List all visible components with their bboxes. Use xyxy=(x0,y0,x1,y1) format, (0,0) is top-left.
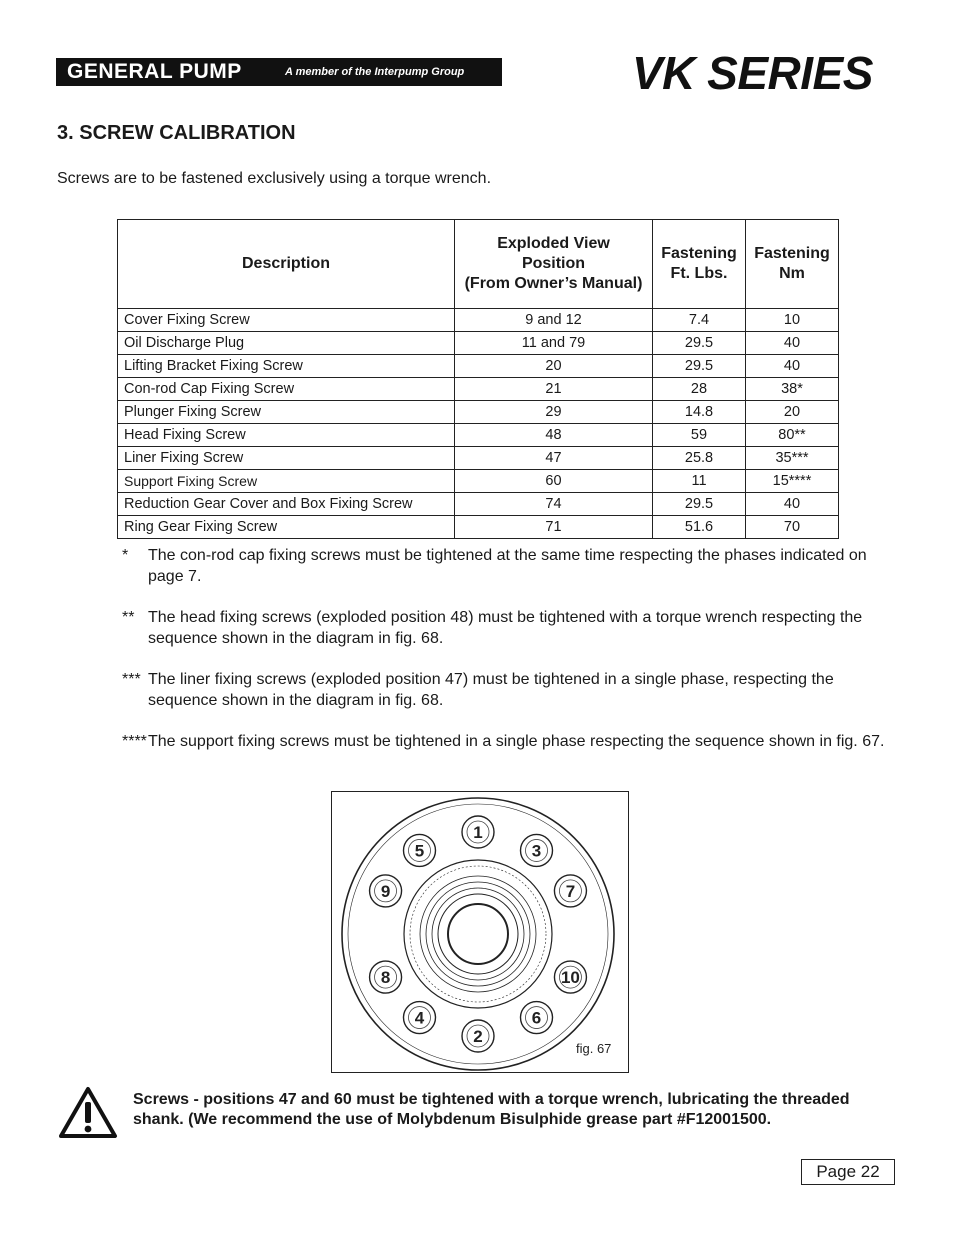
screw-calibration-table xyxy=(117,219,839,539)
cell-description: Lifting Bracket Fixing Screw xyxy=(118,355,455,378)
cell-ftlbs: 28 xyxy=(653,378,746,401)
bolt-7 xyxy=(554,875,586,907)
bolt-1 xyxy=(462,816,494,848)
footnotes xyxy=(122,545,902,772)
cell-description: Oil Discharge Plug xyxy=(118,332,455,355)
footnote-text: The con-rod cap fixing screws must be tightened at the same time respecting the phases indicated on page 7. xyxy=(148,547,867,585)
bolt-8 xyxy=(370,961,402,993)
footnote-text: The liner fixing screws (exploded position 47) must be tightened in a single phase, respecting the sequence shown in the diagram in fig. 68. xyxy=(148,671,834,709)
warning-text: Screws - positions 47 and 60 must be tightened with a torque wrench, lubricating the threaded shank. (We recommend the use of Molybdenum Bisulphide grease part #F12001500. xyxy=(133,1091,850,1128)
warning-triangle-icon xyxy=(57,1085,119,1141)
bolt-label: 8 xyxy=(380,968,391,988)
bolt-label: 6 xyxy=(531,1008,542,1028)
cell-nm: 38* xyxy=(746,378,839,401)
header-nm: Fastening Nm xyxy=(746,220,839,309)
bolt-label: 10 xyxy=(560,968,580,988)
footnote-mark: **** xyxy=(122,733,147,750)
header-position: Exploded View Position (From Owner’s Manual) xyxy=(455,220,653,309)
footnote xyxy=(122,607,902,649)
bolt-label: 4 xyxy=(414,1008,425,1028)
cell-position: 74 xyxy=(455,493,653,516)
table-row xyxy=(118,470,839,493)
bolt-label: 7 xyxy=(565,881,576,901)
bolt-9 xyxy=(370,875,402,907)
cell-nm: 35*** xyxy=(746,447,839,470)
figure-caption: fig. 67 xyxy=(576,1041,612,1056)
cell-position: 47 xyxy=(455,447,653,470)
brand-bar xyxy=(56,58,502,86)
footnote xyxy=(122,669,902,711)
cell-ftlbs: 29.5 xyxy=(653,332,746,355)
cell-ftlbs: 59 xyxy=(653,424,746,447)
footnote-mark: ** xyxy=(122,609,135,626)
bolt-3 xyxy=(521,834,553,866)
intro-text: Screws are to be fastened exclusively using a torque wrench. xyxy=(57,170,492,187)
table-row xyxy=(118,355,839,378)
bolt-2 xyxy=(462,1020,494,1052)
flange-diagram xyxy=(332,792,628,1072)
cell-description: Con-rod Cap Fixing Screw xyxy=(118,378,455,401)
brand-name: GENERAL PUMP xyxy=(67,60,242,83)
cell-description: Ring Gear Fixing Screw xyxy=(118,516,455,539)
cell-description: Support Fixing Screw xyxy=(118,470,455,493)
series-title: VK SERIES xyxy=(632,47,873,99)
cell-nm: 80** xyxy=(746,424,839,447)
table-row xyxy=(118,447,839,470)
table-row xyxy=(118,309,839,332)
cell-description: Cover Fixing Screw xyxy=(118,309,455,332)
table-row xyxy=(118,516,839,539)
bolt-5 xyxy=(403,834,435,866)
header-description: Description xyxy=(118,220,455,309)
cell-ftlbs: 11 xyxy=(653,470,746,493)
cell-nm: 10 xyxy=(746,309,839,332)
cell-description: Head Fixing Screw xyxy=(118,424,455,447)
cell-description: Reduction Gear Cover and Box Fixing Screw xyxy=(118,493,455,516)
bolt-sequence-figure xyxy=(331,791,629,1073)
footnote-mark: *** xyxy=(122,671,141,688)
cell-position: 71 xyxy=(455,516,653,539)
cell-ftlbs: 14.8 xyxy=(653,401,746,424)
cell-position: 9 and 12 xyxy=(455,309,653,332)
cell-position: 11 and 79 xyxy=(455,332,653,355)
cell-nm: 40 xyxy=(746,332,839,355)
cell-position: 29 xyxy=(455,401,653,424)
bolt-10 xyxy=(554,961,586,993)
bolt-label: 1 xyxy=(473,823,483,842)
table-row xyxy=(118,493,839,516)
bolt-label: 3 xyxy=(531,841,542,861)
bolt-label: 9 xyxy=(380,881,391,901)
footnote-text: The support fixing screws must be tightened in a single phase respecting the sequence shown in fig. 67. xyxy=(148,733,885,750)
cell-ftlbs: 7.4 xyxy=(653,309,746,332)
cell-position: 60 xyxy=(455,470,653,493)
footnote xyxy=(122,731,902,752)
cell-ftlbs: 29.5 xyxy=(653,493,746,516)
section-title: 3. SCREW CALIBRATION xyxy=(57,122,296,144)
cell-ftlbs: 51.6 xyxy=(653,516,746,539)
cell-nm: 15**** xyxy=(746,470,839,493)
table-row xyxy=(118,378,839,401)
page-number: Page 22 xyxy=(801,1159,895,1185)
footnote xyxy=(122,545,902,587)
header-ftlbs: Fastening Ft. Lbs. xyxy=(653,220,746,309)
cell-description: Liner Fixing Screw xyxy=(118,447,455,470)
table-row xyxy=(118,424,839,447)
cell-ftlbs: 25.8 xyxy=(653,447,746,470)
footnote-text: The head fixing screws (exploded position 48) must be tightened with a torque wrench respecting the sequence shown in the diagram in fig. 68. xyxy=(148,609,863,647)
cell-ftlbs: 29.5 xyxy=(653,355,746,378)
bolt-label: 5 xyxy=(414,841,425,861)
table-header-row xyxy=(118,220,839,309)
cell-position: 20 xyxy=(455,355,653,378)
bolt-label: 2 xyxy=(473,1027,483,1046)
cell-nm: 40 xyxy=(746,493,839,516)
table-row xyxy=(118,401,839,424)
cell-position: 21 xyxy=(455,378,653,401)
cell-nm: 20 xyxy=(746,401,839,424)
footnote-mark: * xyxy=(122,547,129,564)
cell-nm: 70 xyxy=(746,516,839,539)
cell-position: 48 xyxy=(455,424,653,447)
table-row xyxy=(118,332,839,355)
bolt-4 xyxy=(403,1002,435,1034)
cell-description: Plunger Fixing Screw xyxy=(118,401,455,424)
brand-tagline: A member of the Interpump Group xyxy=(285,66,465,78)
bolt-6 xyxy=(521,1002,553,1034)
cell-nm: 40 xyxy=(746,355,839,378)
